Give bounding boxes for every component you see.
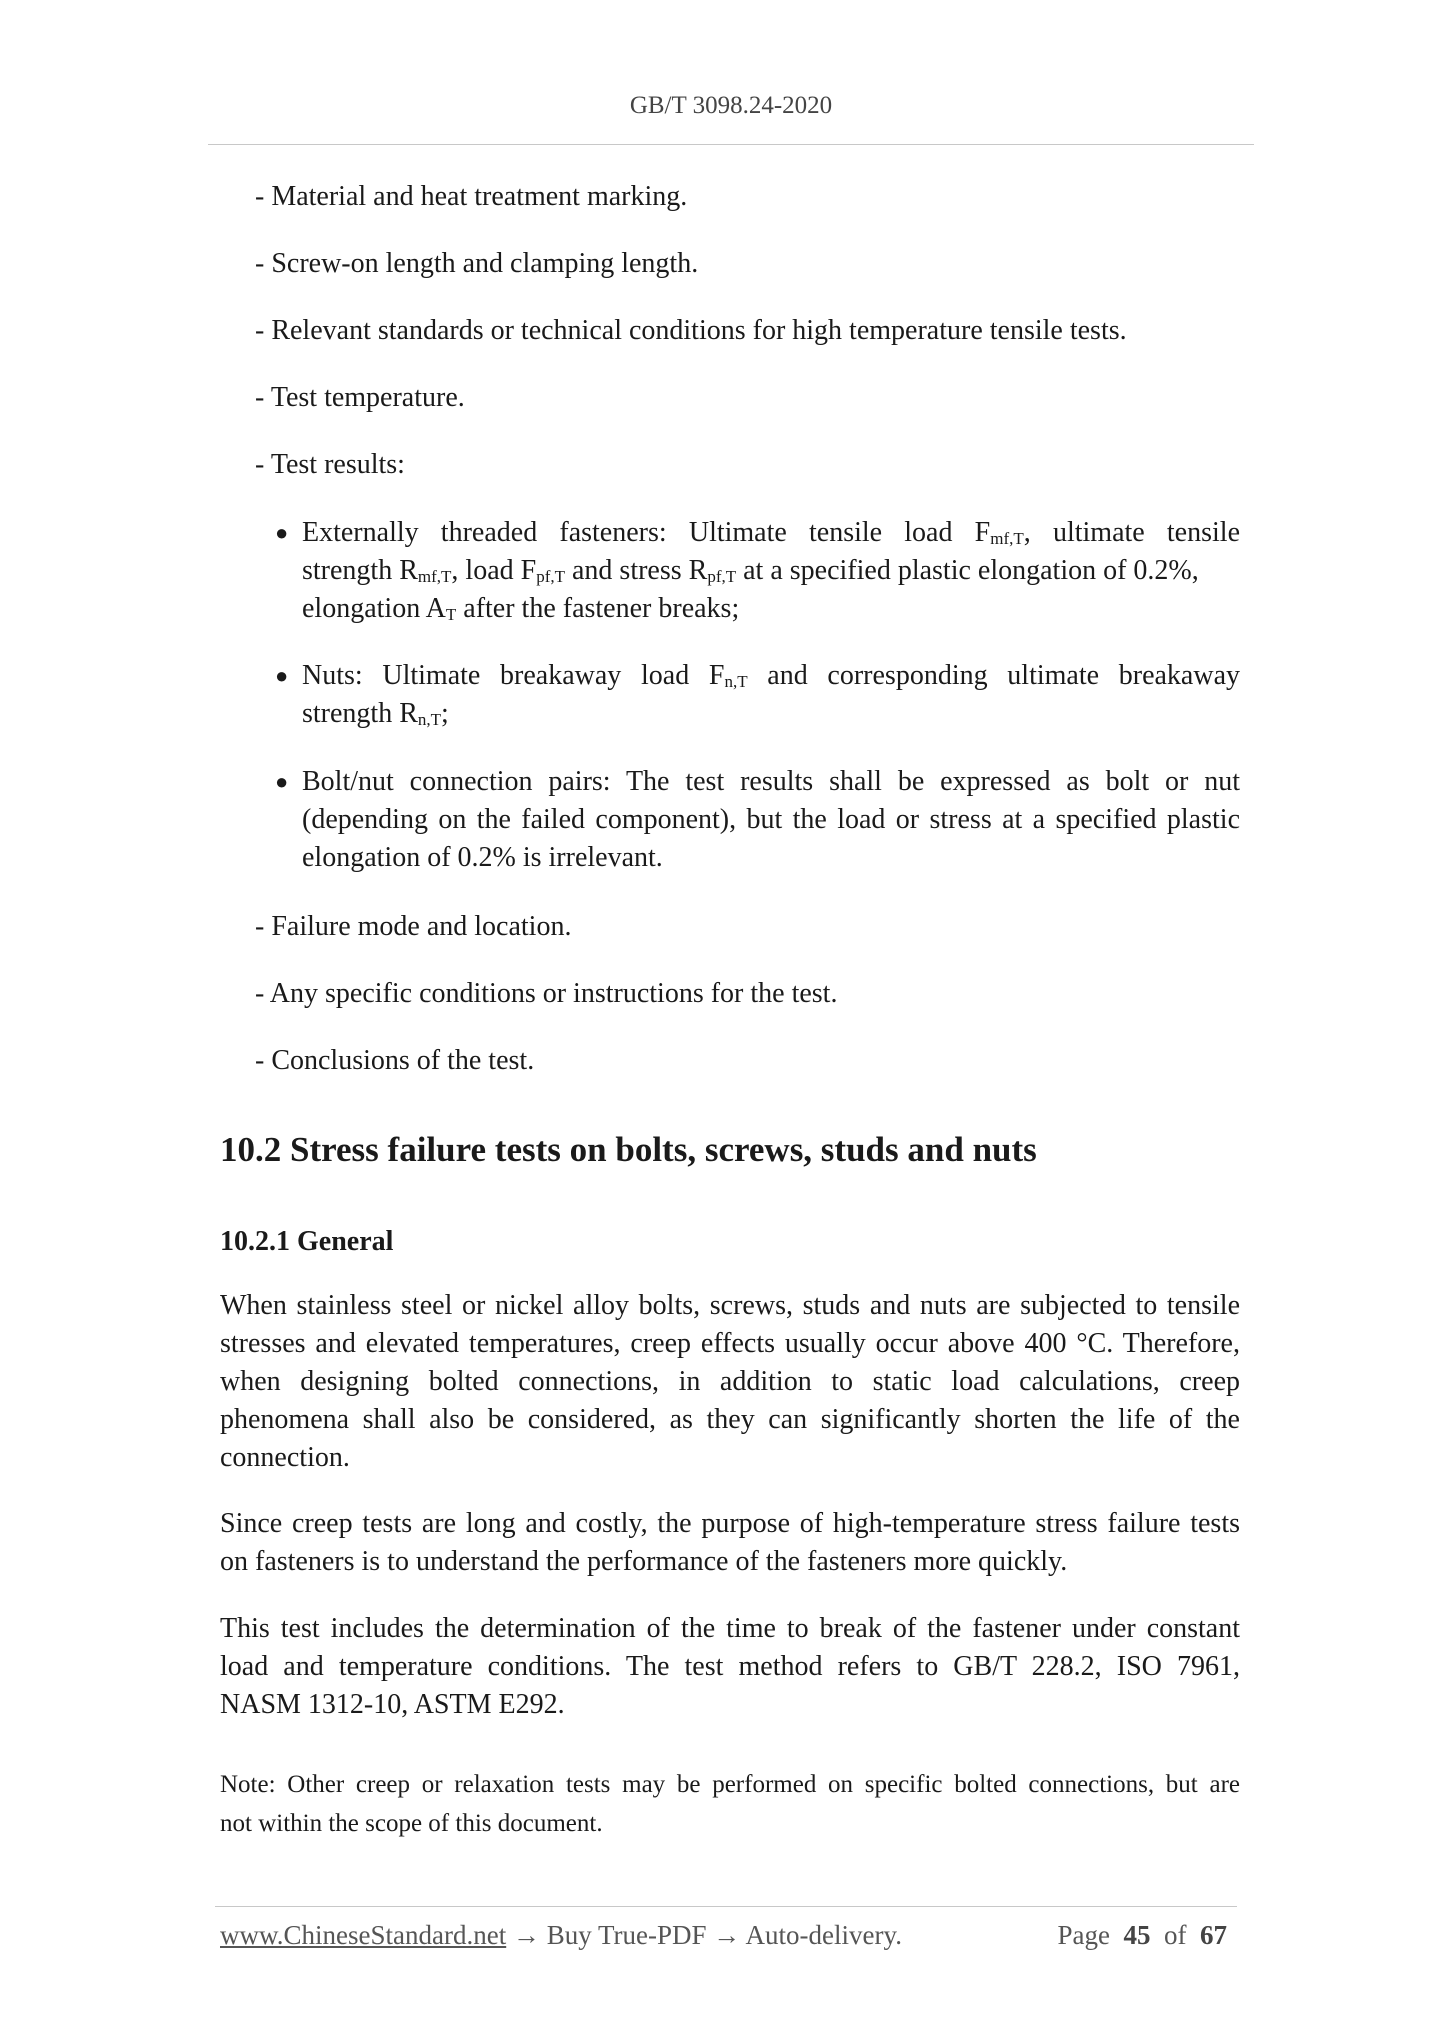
text: phenomena shall also be considered, as they can significantly shorten the life of the xyxy=(220,1404,1240,1435)
list-item: - Conclusions of the test. xyxy=(255,1045,535,1076)
paragraph-test-method xyxy=(220,1610,1240,1724)
list-item: - Material and heat treatment marking. xyxy=(255,181,688,212)
text: at a specified plastic elongation of 0.2%, xyxy=(736,555,1199,586)
text: elongation A xyxy=(302,593,446,624)
section-heading: 10.2 Stress failure tests on bolts, screws, studs and nuts xyxy=(220,1130,1037,1169)
text: Note: Other creep or relaxation tests may be performed on specific bolted connections, but are xyxy=(220,1771,1240,1798)
subsection-heading: 10.2.1 General xyxy=(220,1226,394,1257)
list-item: - Test temperature. xyxy=(255,382,465,413)
subscript: n,T xyxy=(724,672,748,691)
list-item: - Any specific conditions or instructions for the test. xyxy=(255,978,838,1009)
total-pages: 67 xyxy=(1200,1920,1227,1950)
text: and stress R xyxy=(565,555,708,586)
text: stresses and elevated temperatures, creep effects usually occur above 400 °C. Therefore, xyxy=(220,1328,1240,1359)
subscript: T xyxy=(445,605,457,624)
footer-link-line xyxy=(220,1920,902,1951)
text: This test includes the determination of the time to break of the fastener under constant xyxy=(220,1613,1240,1644)
paragraph-creep-tests xyxy=(220,1505,1240,1581)
header-divider xyxy=(208,144,1254,145)
text: not within the scope of this document. xyxy=(220,1810,603,1837)
paragraph-general xyxy=(220,1287,1240,1477)
text: elongation of 0.2% is irrelevant. xyxy=(302,842,663,873)
site-link[interactable]: www.ChineseStandard.net xyxy=(220,1920,507,1950)
text: when designing bolted connections, in addition to static load calculations, creep xyxy=(220,1366,1240,1397)
list-item: - Test results: xyxy=(255,449,405,480)
list-item: - Relevant standards or technical conditions for high temperature tensile tests. xyxy=(255,315,1127,346)
bullet-dot-icon: ● xyxy=(275,663,289,688)
text: Externally threaded fasteners: Ultimate tensile load F xyxy=(302,517,991,548)
list-item: - Failure mode and location. xyxy=(255,911,572,942)
bullet-dot-icon: ● xyxy=(275,520,289,545)
text: after the fastener breaks; xyxy=(456,593,740,624)
text: and corresponding ultimate breakaway xyxy=(747,660,1240,691)
subscript: pf,T xyxy=(536,567,565,586)
subscript: mf,T xyxy=(417,567,452,586)
subscript: mf,T xyxy=(990,529,1024,548)
subscript: pf,T xyxy=(707,567,737,586)
text: ; xyxy=(441,698,449,729)
text: on fasteners is to understand the performance of the fasteners more quickly. xyxy=(220,1546,1068,1577)
page-number: Page 45 of 67 xyxy=(1057,1920,1227,1950)
text: connection. xyxy=(220,1442,350,1473)
text: Nuts: Ultimate breakaway load F xyxy=(302,660,725,691)
footer-divider xyxy=(215,1906,1237,1907)
text: load and temperature conditions. The test method refers to GB/T 228.2, ISO 7961, xyxy=(220,1651,1240,1682)
document-id-header: GB/T 3098.24-2020 xyxy=(629,92,833,119)
note-paragraph xyxy=(220,1765,1240,1843)
text: NASM 1312-10, ASTM E292. xyxy=(220,1689,565,1720)
text: , ultimate tensile xyxy=(1023,517,1240,548)
bullet-nuts xyxy=(275,657,1240,733)
footer-tagline: → Buy True-PDF → Auto-delivery. xyxy=(506,1920,902,1950)
text: Since creep tests are long and costly, the purpose of high-temperature stress failure tests xyxy=(220,1508,1240,1539)
text: Bolt/nut connection pairs: The test results shall be expressed as bolt or nut xyxy=(302,766,1240,797)
text: strength R xyxy=(302,555,418,586)
bullet-dot-icon: ● xyxy=(275,769,289,794)
bullet-externally-threaded xyxy=(275,514,1240,628)
bullet-bolt-nut-pairs xyxy=(275,763,1240,877)
text: When stainless steel or nickel alloy bolts, screws, studs and nuts are subjected to tensile xyxy=(220,1290,1240,1321)
subscript: n,T xyxy=(417,710,442,729)
current-page: 45 xyxy=(1123,1920,1151,1950)
list-item: - Screw-on length and clamping length. xyxy=(255,248,699,279)
text: , load F xyxy=(451,555,537,586)
text: strength R xyxy=(302,698,418,729)
text: (depending on the failed component), but the load or stress at a specified plastic xyxy=(302,804,1240,835)
